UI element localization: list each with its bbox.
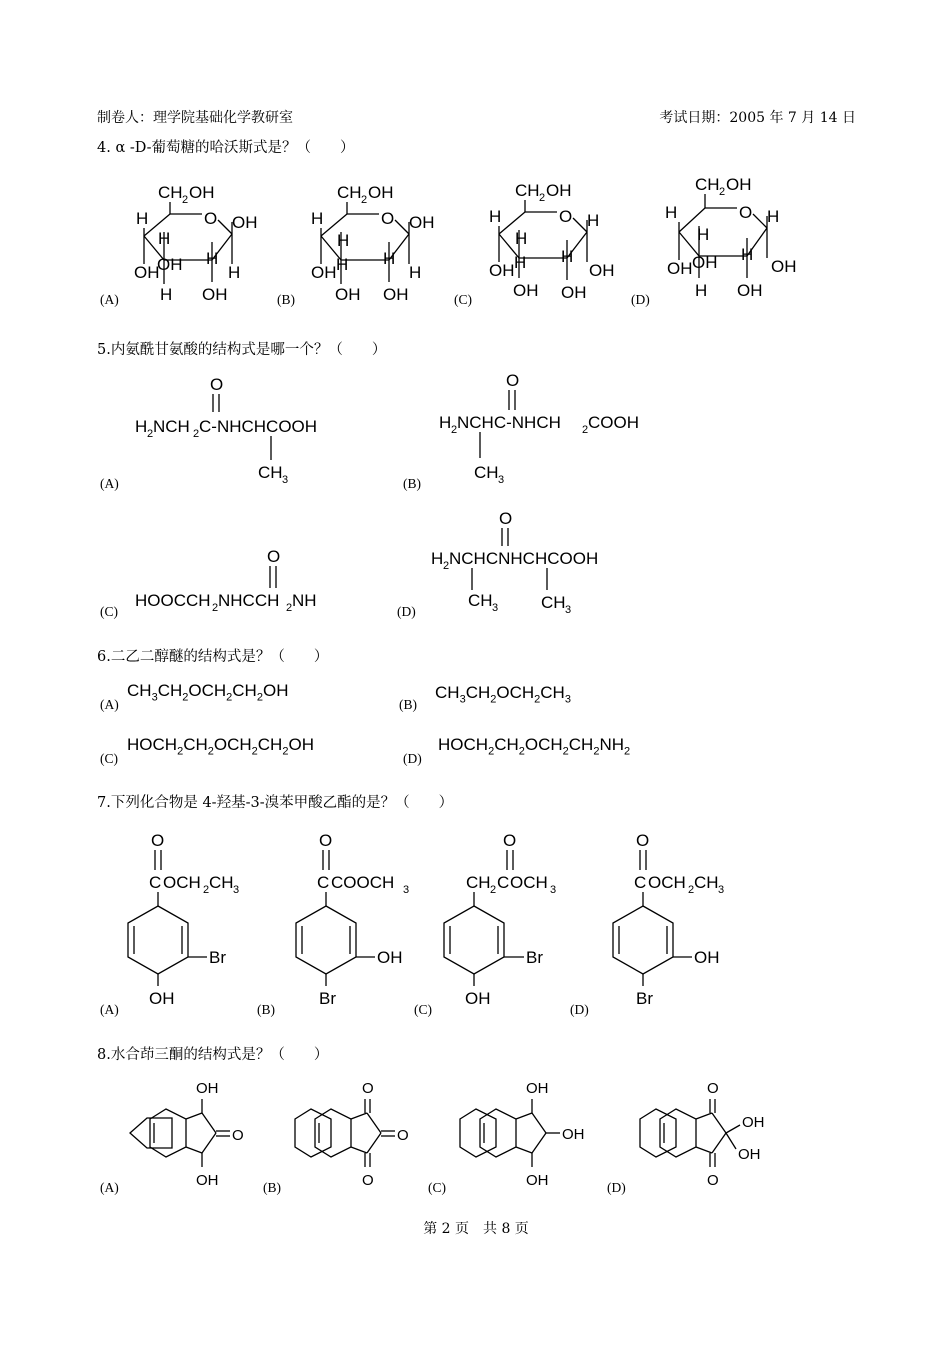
svg-text:CH: CH — [695, 175, 720, 194]
svg-text:3: 3 — [565, 604, 572, 616]
svg-text:2: 2 — [719, 186, 726, 198]
q4-haworth-structures — [95, 172, 825, 312]
svg-text:3: 3 — [492, 602, 499, 614]
svg-text:H: H — [160, 285, 173, 304]
svg-text:H: H — [439, 413, 452, 432]
svg-text:2: 2 — [286, 602, 293, 614]
svg-text:3: 3 — [718, 884, 725, 896]
svg-text:OH: OH — [377, 948, 403, 967]
svg-text:2: 2 — [147, 428, 154, 440]
svg-text:CH: CH — [541, 593, 566, 612]
svg-text:OH: OH — [232, 213, 258, 232]
svg-text:H: H — [587, 211, 600, 230]
svg-text:Br: Br — [209, 948, 226, 967]
svg-text:3: 3 — [282, 474, 289, 486]
q4-option-c: (C) — [454, 292, 472, 307]
svg-text:H: H — [409, 263, 422, 282]
svg-text:O: O — [319, 831, 333, 850]
svg-text:HOOCCH: HOOCCH — [135, 591, 211, 610]
svg-text:OH: OH — [737, 281, 763, 300]
q5-structures — [95, 366, 715, 626]
svg-text:OH: OH — [726, 175, 752, 194]
svg-text:2: 2 — [490, 884, 497, 896]
svg-text:H: H — [665, 203, 678, 222]
svg-text:OH: OH — [489, 261, 515, 280]
svg-text:OH: OH — [196, 1080, 219, 1097]
svg-text:CH: CH — [209, 873, 234, 892]
svg-text:O: O — [397, 1127, 409, 1144]
svg-text:2: 2 — [193, 428, 200, 440]
q6-option-a: (A) — [100, 697, 119, 712]
svg-text:NCHCNHCHCOOH: NCHCNHCHCOOH — [449, 549, 599, 568]
svg-text:CH: CH — [468, 591, 493, 610]
q8-option-a: (A) — [100, 1180, 119, 1195]
page-footer: 第 2 页 共 8 页 — [423, 1221, 529, 1237]
svg-text:OCH: OCH — [163, 873, 201, 892]
q5-option-c: (C) — [100, 604, 118, 619]
svg-text:H: H — [514, 253, 527, 272]
svg-text:H: H — [741, 245, 754, 264]
svg-text:2: 2 — [361, 194, 368, 206]
svg-text:H: H — [383, 249, 396, 268]
svg-text:CH: CH — [515, 181, 540, 200]
svg-text:OH: OH — [513, 281, 539, 300]
svg-text:H: H — [431, 549, 444, 568]
svg-text:O: O — [707, 1080, 719, 1097]
svg-text:Br: Br — [636, 989, 653, 1008]
haworth-d — [665, 175, 797, 300]
svg-text:H: H — [697, 225, 710, 244]
q4-option-a: (A) — [100, 292, 119, 307]
svg-text:3: 3 — [233, 884, 240, 896]
svg-text:CH: CH — [337, 183, 362, 202]
svg-text:O: O — [506, 371, 520, 390]
svg-text:OH: OH — [738, 1146, 761, 1163]
svg-text:OCH: OCH — [510, 873, 548, 892]
svg-text:2: 2 — [539, 192, 546, 204]
svg-text:C: C — [317, 873, 330, 892]
svg-text:H: H — [311, 209, 324, 228]
svg-text:OH: OH — [189, 183, 215, 202]
q7-option-c: (C) — [414, 1002, 432, 1017]
svg-text:OH: OH — [526, 1080, 549, 1097]
svg-text:OH: OH — [546, 181, 572, 200]
svg-text:CH: CH — [694, 873, 719, 892]
q5-option-a: (A) — [100, 476, 119, 491]
svg-text:O: O — [381, 209, 395, 228]
svg-text:Br: Br — [526, 948, 543, 967]
svg-text:2: 2 — [688, 884, 695, 896]
question-8-stem: 8.水合茚三酮的结构式是？（ ） — [97, 1047, 329, 1063]
q8-option-c: (C) — [428, 1180, 446, 1195]
svg-text:COOCH: COOCH — [331, 873, 395, 892]
svg-text:OH: OH — [742, 1114, 765, 1131]
svg-text:COOH: COOH — [588, 413, 639, 432]
svg-text:O: O — [503, 831, 517, 850]
svg-text:O: O — [204, 209, 218, 228]
q4-option-d: (D) — [631, 292, 650, 307]
svg-text:OH: OH — [202, 285, 228, 304]
svg-text:2: 2 — [582, 424, 589, 436]
svg-text:Br: Br — [319, 989, 336, 1008]
q6-formula-a: $CH_3CH_2OCH_2CH_2OH$ — [127, 681, 289, 704]
svg-text:O: O — [739, 203, 753, 222]
svg-text:H: H — [515, 229, 528, 248]
svg-text:NCHC-NHCH: NCHC-NHCH — [457, 413, 561, 432]
svg-text:C: C — [149, 873, 162, 892]
haworth-a — [134, 183, 258, 304]
svg-text:O: O — [362, 1080, 374, 1097]
svg-text:O: O — [151, 831, 165, 850]
svg-text:H: H — [228, 263, 241, 282]
svg-text:H: H — [695, 281, 708, 300]
svg-text:3: 3 — [403, 884, 410, 896]
svg-text:OH: OH — [692, 253, 718, 272]
q8-option-d: (D) — [607, 1180, 626, 1195]
q5-option-b: (B) — [403, 476, 421, 491]
question-4-stem: 4. α -D-葡萄糖的哈沃斯式是？（ ） — [97, 140, 355, 156]
svg-text:H: H — [336, 255, 349, 274]
q6-option-d: (D) — [403, 751, 422, 766]
q7-option-b: (B) — [257, 1002, 275, 1017]
svg-text:2: 2 — [182, 194, 189, 206]
q7-option-a: (A) — [100, 1002, 119, 1017]
svg-text:OH: OH — [383, 285, 409, 304]
svg-text:H: H — [136, 209, 149, 228]
svg-text:O: O — [267, 547, 281, 566]
svg-text:H: H — [158, 229, 171, 248]
q6-formula-d: $HOCH_2CH_2OCH_2CH_2NH_2$ — [438, 735, 631, 758]
haworth-b — [311, 183, 435, 304]
svg-text:3: 3 — [550, 884, 557, 896]
q6-option-b: (B) — [399, 697, 417, 712]
svg-text:O: O — [362, 1172, 374, 1189]
header-right: 考试日期：2005 年 7 月 14 日 — [659, 110, 856, 126]
svg-text:OH: OH — [694, 948, 720, 967]
svg-text:2: 2 — [203, 884, 210, 896]
svg-text:OH: OH — [149, 989, 175, 1008]
q7-structures — [95, 826, 775, 1026]
svg-text:C-NHCHCOOH: C-NHCHCOOH — [199, 417, 318, 436]
svg-text:CH: CH — [474, 463, 499, 482]
svg-text:H: H — [135, 417, 148, 436]
svg-text:NCH: NCH — [153, 417, 190, 436]
svg-text:OH: OH — [335, 285, 361, 304]
svg-text:O: O — [232, 1127, 244, 1144]
svg-text:2: 2 — [212, 602, 219, 614]
svg-text:OH: OH — [157, 255, 183, 274]
svg-text:OH: OH — [465, 989, 491, 1008]
svg-text:OH: OH — [561, 283, 587, 302]
svg-text:C: C — [497, 873, 510, 892]
svg-text:2: 2 — [443, 560, 450, 572]
q7-option-d: (D) — [570, 1002, 589, 1017]
svg-text:CH: CH — [158, 183, 183, 202]
svg-text:H: H — [489, 207, 502, 226]
header-left: 制卷人：理学院基础化学教研室 — [97, 110, 293, 126]
q5-option-d: (D) — [397, 604, 416, 619]
question-5-stem: 5.内氨酰甘氨酸的结构式是哪一个？（ ） — [97, 342, 387, 358]
svg-text:H: H — [206, 249, 219, 268]
svg-text:OH: OH — [134, 263, 160, 282]
q8-option-b: (B) — [263, 1180, 281, 1195]
svg-text:OH: OH — [589, 261, 615, 280]
svg-text:H: H — [561, 247, 574, 266]
haworth-c — [489, 181, 615, 302]
svg-text:H: H — [337, 231, 350, 250]
svg-text:O: O — [559, 207, 573, 226]
svg-text:OH: OH — [562, 1126, 585, 1143]
svg-text:OH: OH — [409, 213, 435, 232]
svg-text:OH: OH — [368, 183, 394, 202]
question-6-stem: 6.二乙二醇醚的结构式是？（ ） — [97, 649, 329, 665]
svg-text:NH: NH — [292, 591, 317, 610]
q8-structures — [95, 1075, 795, 1195]
svg-text:O: O — [210, 375, 224, 394]
q6-formula-c: $HOCH_2CH_2OCH_2CH_2OH$ — [127, 735, 314, 758]
svg-text:NHCCH: NHCCH — [218, 591, 280, 610]
q6-option-c: (C) — [100, 751, 118, 766]
svg-text:H: H — [767, 207, 780, 226]
svg-text:CH: CH — [466, 873, 491, 892]
svg-text:O: O — [499, 509, 513, 528]
svg-text:OH: OH — [771, 257, 797, 276]
question-7-stem: 7.下列化合物是 4-羟基-3-溴苯甲酸乙酯的是？（ ） — [97, 795, 454, 811]
svg-text:3: 3 — [498, 474, 505, 486]
q4-option-b: (B) — [277, 292, 295, 307]
svg-text:2: 2 — [451, 424, 458, 436]
svg-text:O: O — [636, 831, 650, 850]
svg-text:O: O — [707, 1172, 719, 1189]
q6-formula-b: $CH_3CH_2OCH_2CH_3$ — [435, 683, 571, 706]
svg-text:C: C — [634, 873, 647, 892]
svg-text:OH: OH — [526, 1172, 549, 1189]
svg-text:CH: CH — [258, 463, 283, 482]
svg-text:OH: OH — [196, 1172, 219, 1189]
svg-text:OH: OH — [667, 259, 693, 278]
svg-text:OH: OH — [311, 263, 337, 282]
svg-text:OCH: OCH — [648, 873, 686, 892]
